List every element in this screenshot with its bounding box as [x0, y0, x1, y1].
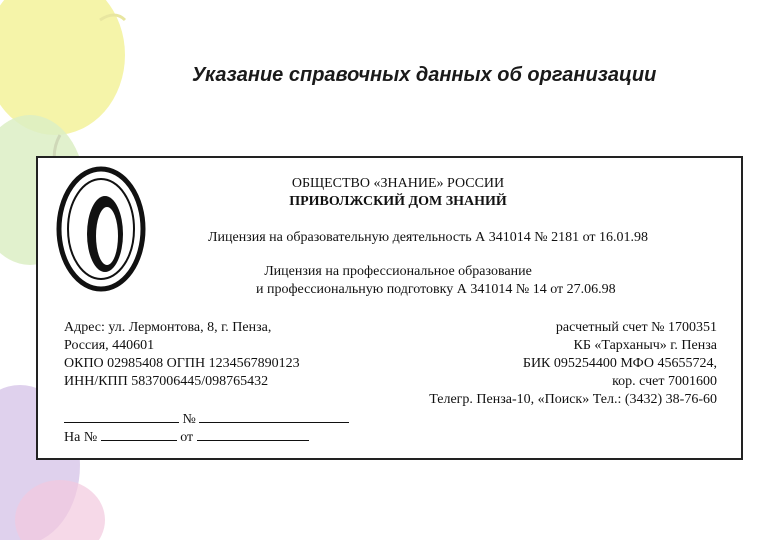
reference-label: На № — [64, 430, 98, 445]
organization-emblem — [56, 164, 146, 294]
from-label: от — [180, 430, 194, 445]
outgoing-date-blank — [64, 410, 179, 423]
number-sign: № — [182, 412, 196, 427]
address-line1: Адрес: ул. Лермонтова, 8, г. Пенза, — [64, 320, 272, 335]
org-name-line2: ПРИВОЛЖСКИЙ ДОМ ЗНАНИЙ — [289, 194, 507, 209]
telegraph-phone: Телегр. Пенза-10, «Поиск» Тел.: (3432) 38-76-60 — [429, 392, 717, 407]
slide-title: Указание справочных данных об организации — [192, 64, 657, 86]
yellow-balloon — [0, 0, 125, 135]
reference-date-blank — [197, 428, 309, 441]
professional-license-line2: и профессиональную подготовку А 341014 № 14 от 27.06.98 — [256, 282, 616, 297]
org-name-line1: ОБЩЕСТВО «ЗНАНИЕ» РОССИИ — [291, 176, 505, 191]
letterhead-document — [36, 156, 743, 460]
address-line2: Россия, 440601 — [64, 338, 155, 353]
reference-number-blank — [101, 428, 177, 441]
inn-kpp: ИНН/КПП 5837006445/098765432 — [64, 374, 269, 389]
education-license: Лицензия на образовательную деятельность А 341014 № 2181 от 16.01.98 — [208, 230, 649, 245]
bank-account: расчетный счет № 1700351 — [555, 320, 717, 335]
reference-field — [64, 428, 309, 446]
okpo-ogrn: ОКПО 02985408 ОГПН 1234567890123 — [64, 356, 300, 371]
bank-name: КБ «Тарханыч» г. Пенза — [573, 338, 717, 353]
outgoing-number-field — [64, 410, 349, 428]
professional-license-line1: Лицензия на профессиональное образование — [264, 264, 532, 279]
correspondent-account: кор. счет 7001600 — [612, 374, 717, 389]
outgoing-number-blank — [199, 410, 349, 423]
bik-mfo: БИК 095254400 МФО 45655724, — [522, 356, 717, 371]
